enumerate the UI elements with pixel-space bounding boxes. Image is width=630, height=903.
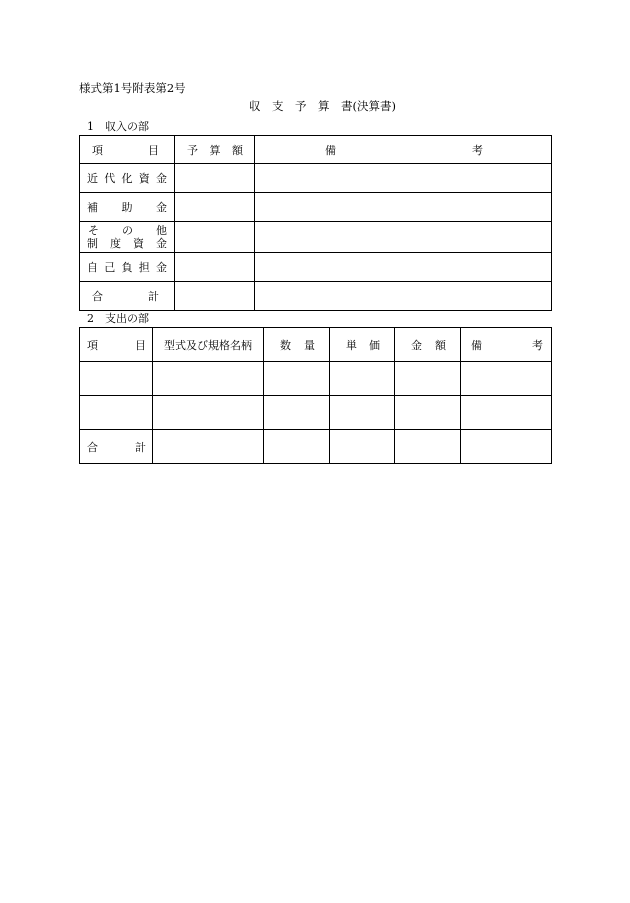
label-char: 金 [156,172,167,185]
label-char: 担 [138,261,150,274]
header-char: 算 [209,143,221,157]
expense-header-item [80,328,153,362]
header-char: 備 [325,143,336,157]
label-char: 代 [104,172,116,185]
expense-remarks-cell[interactable] [461,362,552,396]
expense-amount-cell[interactable] [395,362,461,396]
header-char: 考 [472,143,483,157]
table-row [80,164,552,193]
label-char: 金 [156,201,167,214]
income-row-label [80,193,175,222]
expense-header-remarks [461,328,552,362]
expense-item-cell[interactable] [80,362,153,396]
label-char: 補 [87,201,98,214]
expense-header-amount [395,328,461,362]
label-char: 他 [156,224,167,237]
income-header-budget [175,136,255,164]
table-row [80,362,552,396]
table-row [80,430,552,464]
expense-quantity-cell[interactable] [264,396,330,430]
expense-amount-cell[interactable] [395,396,461,430]
header-char: 価 [369,338,380,352]
expense-header-row [80,328,552,362]
label-char: 計 [148,290,159,303]
label-char: 資 [138,172,150,185]
form-number: 様式第1号附表第2号 [79,81,186,95]
label-char: 資 [133,237,144,250]
header-char: 量 [304,338,315,352]
table-row [80,222,552,253]
header-char: 目 [135,338,146,352]
label-char: 金 [156,261,167,274]
expense-total-label [80,430,153,464]
income-budget-cell[interactable] [175,253,255,282]
income-header-remarks [255,136,552,164]
income-remarks-cell[interactable] [255,253,552,282]
expense-unit-price-cell[interactable] [330,362,395,396]
income-total-label [80,282,175,311]
income-remarks-cell[interactable] [255,282,552,311]
label-char: 己 [104,261,116,274]
header-char: 数 [280,338,291,352]
income-row-label [80,253,175,282]
income-remarks-cell[interactable] [255,193,552,222]
income-row-label [80,164,175,193]
label-char: 計 [135,440,146,454]
income-budget-cell[interactable] [175,164,255,193]
label-char: 合 [92,290,103,303]
header-char: 考 [532,338,543,352]
label-char: 度 [110,237,121,250]
document-title: 収 支 予 算 書(決算書) [249,99,396,113]
label-char: 化 [121,172,133,185]
header-char: 目 [148,143,159,157]
header-char: 項 [92,143,103,157]
label-char: 助 [121,201,133,214]
expense-amount-cell[interactable] [395,430,461,464]
header-char: 金 [411,338,422,352]
label-char: 近 [87,172,98,185]
expense-quantity-cell[interactable] [264,362,330,396]
label-char: の [122,224,133,237]
expense-header-quantity [264,328,330,362]
expense-model-cell[interactable] [153,396,264,430]
income-budget-cell[interactable] [175,282,255,311]
income-remarks-cell[interactable] [255,164,552,193]
expense-model-cell[interactable] [153,430,264,464]
table-row [80,282,552,311]
income-header-item [80,136,175,164]
expense-item-cell[interactable] [80,396,153,430]
header-char: 額 [232,143,243,157]
expense-model-cell[interactable] [153,362,264,396]
income-row-label [80,222,175,253]
header-char: 額 [435,338,446,352]
label-char: 制 [87,237,98,250]
expense-quantity-cell[interactable] [264,430,330,464]
header-char: 項 [87,338,98,352]
expense-header-unit-price [330,328,395,362]
income-section-heading: 1 収入の部 [87,120,149,133]
income-table [79,135,552,311]
expense-header-model: 型式及び規格名柄 [153,328,264,362]
expense-remarks-cell[interactable] [461,396,552,430]
income-remarks-cell[interactable] [255,222,552,253]
label-char: 自 [87,261,98,274]
income-budget-cell[interactable] [175,222,255,253]
label-char: 合 [87,440,98,454]
header-char: 単 [346,338,357,352]
label-char: 負 [121,261,133,274]
expense-unit-price-cell[interactable] [330,430,395,464]
expense-remarks-cell[interactable] [461,430,552,464]
label-char: そ [88,224,99,237]
expense-unit-price-cell[interactable] [330,396,395,430]
income-budget-cell[interactable] [175,193,255,222]
header-char: 備 [471,338,482,352]
expense-table [79,327,552,464]
expense-section-heading: 2 支出の部 [87,312,149,325]
income-header-row [80,136,552,164]
table-row [80,396,552,430]
table-row [80,193,552,222]
table-row [80,253,552,282]
label-char: 金 [156,237,167,250]
header-char: 予 [187,143,198,157]
